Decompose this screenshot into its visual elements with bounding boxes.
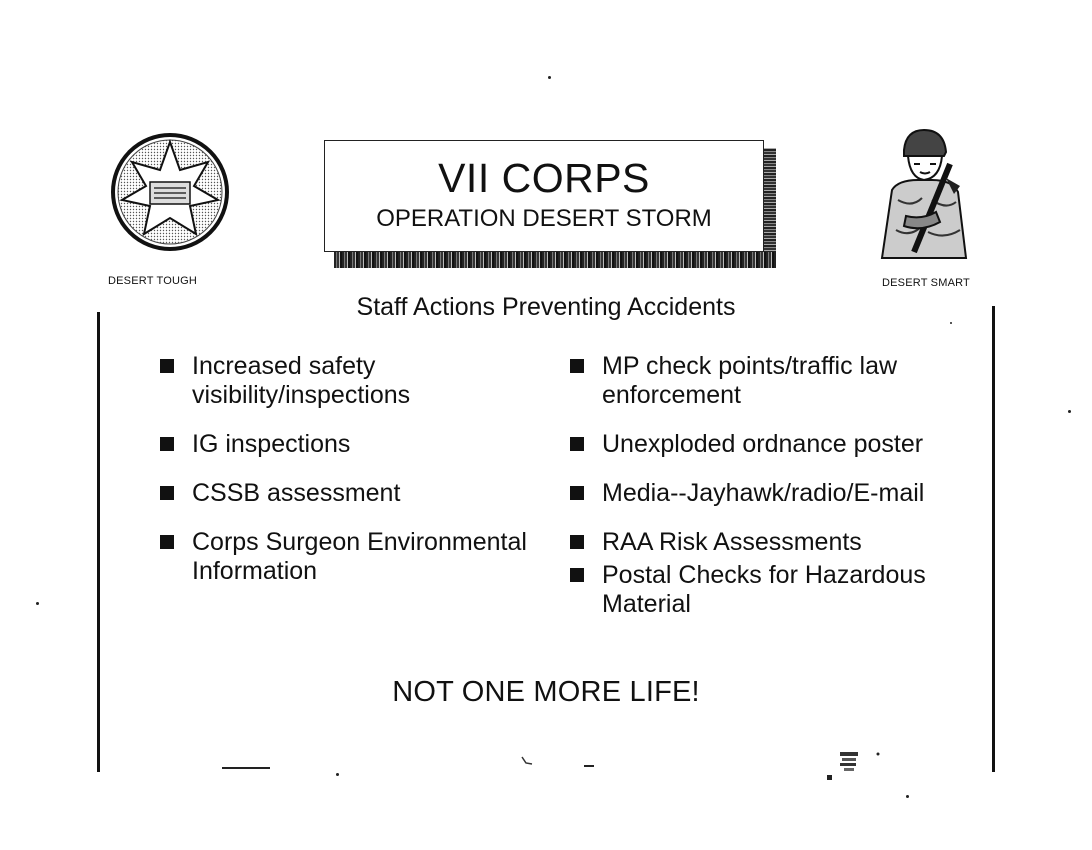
scan-speck [950, 322, 952, 324]
title-box-shadow [764, 148, 776, 268]
right-action-list [570, 352, 960, 639]
square-bullet-icon [160, 535, 174, 549]
list-item: IG inspections [160, 430, 540, 459]
square-bullet-icon [160, 359, 174, 373]
square-bullet-icon [570, 437, 584, 451]
page-title: VII CORPS [438, 155, 650, 201]
scan-speck [548, 76, 551, 79]
square-bullet-icon [570, 359, 584, 373]
list-item: Media--Jayhawk/radio/E-mail [570, 479, 960, 508]
page-subtitle: OPERATION DESERT STORM [376, 205, 712, 232]
scan-speck [1068, 410, 1071, 413]
list-item: CSSB assessment [160, 479, 540, 508]
scan-mark [222, 767, 270, 769]
square-bullet-icon [570, 535, 584, 549]
title-box-shadow [334, 252, 776, 268]
left-action-list [160, 352, 540, 606]
scan-mark [838, 750, 884, 778]
scan-mark [520, 755, 534, 767]
list-item: RAA Risk Assessments [570, 528, 960, 557]
list-item: Postal Checks for Hazardous Material [570, 561, 960, 619]
scan-speck [336, 773, 339, 776]
scan-mark [827, 775, 832, 780]
list-item: MP check points/traffic law enforcement [570, 352, 960, 410]
scan-speck [906, 795, 909, 798]
list-item: Increased safety visibility/inspections [160, 352, 540, 410]
scan-mark [584, 765, 594, 767]
section-heading: Staff Actions Preventing Accidents [356, 293, 736, 321]
left-seal-caption: DESERT TOUGH [108, 275, 197, 287]
safety-callout: NOT ONE MORE LIFE! [392, 676, 700, 708]
square-bullet-icon [160, 437, 174, 451]
soldier-icon [862, 120, 982, 270]
corps-star-seal-icon [108, 130, 232, 254]
list-item: Unexploded ordnance poster [570, 430, 960, 459]
scan-speck [36, 602, 39, 605]
right-seal-caption: DESERT SMART [882, 277, 970, 289]
square-bullet-icon [570, 486, 584, 500]
square-bullet-icon [570, 568, 584, 582]
square-bullet-icon [160, 486, 174, 500]
list-item: Corps Surgeon Environmental Information [160, 528, 540, 586]
